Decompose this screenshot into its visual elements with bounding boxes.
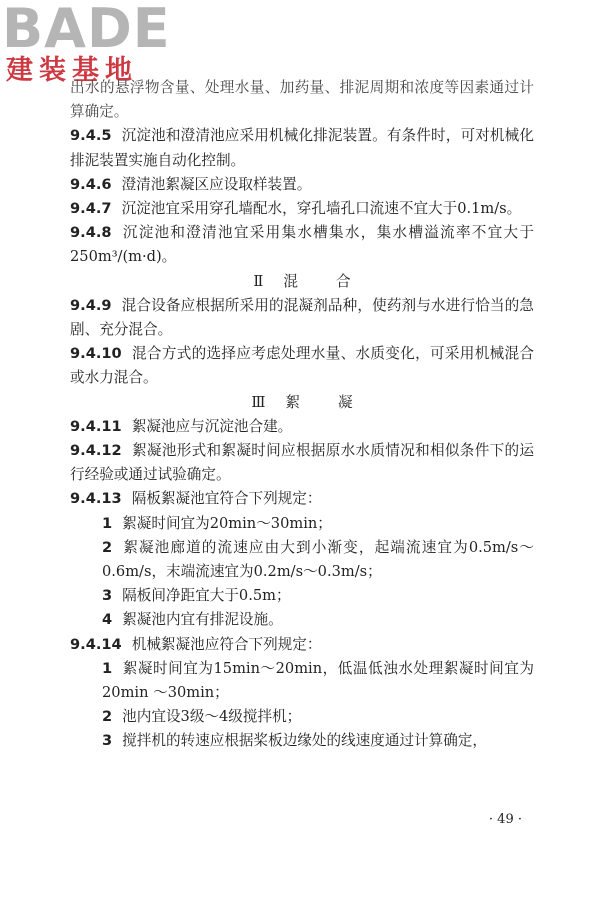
section-roman-numeral: Ⅱ	[253, 272, 264, 290]
sub-item-text: 絮凝池内宜有排泥设施。	[122, 611, 283, 629]
clause	[70, 439, 534, 487]
sub-item	[70, 705, 534, 729]
sub-item-text: 絮凝时间宜为20min～30min；	[122, 514, 332, 532]
clause-text: 沉淀池和澄清池应采用机械化排泥装置。有条件时，可对机械化排泥装置实施自动化控制。	[70, 127, 534, 169]
clause	[70, 221, 534, 269]
clause-number: 9.4.9	[70, 296, 112, 314]
section-title-char: 絮	[285, 393, 301, 411]
clause-text: 混合设备应根据所采用的混凝剂品种，使药剂与水进行恰当的急剧、充分混合。	[70, 296, 534, 339]
clause	[70, 487, 534, 511]
paragraph-continuation	[70, 76, 534, 124]
clause-number: 9.4.5	[70, 127, 112, 145]
sub-item-number: 2	[102, 708, 113, 726]
sub-item-number: 3	[102, 587, 113, 605]
clause-text: 絮凝池应与沉淀池合建。	[131, 417, 293, 435]
section-heading	[70, 270, 534, 294]
clause-text: 沉淀池和澄清池宜采用集水槽集水，集水槽溢流率不宜大于250m³/(m·d)。	[70, 224, 534, 266]
sub-item-text: 絮凝时间宜为15min～20min，低温低浊水处理絮凝时间宜为20min ～30min；	[102, 659, 534, 702]
sub-item	[70, 512, 534, 536]
clause	[70, 633, 534, 657]
clause	[70, 342, 534, 390]
clause	[70, 197, 534, 221]
clause	[70, 173, 534, 197]
clause	[70, 294, 534, 342]
clause-text: 机械絮凝池应符合下列规定：	[131, 635, 322, 653]
clause-text: 澄清池絮凝区应设取样装置。	[121, 175, 312, 193]
clause-number: 9.4.11	[70, 417, 122, 435]
clause-number: 9.4.13	[70, 490, 122, 508]
section-title-char: 凝	[338, 393, 353, 411]
clause-number: 9.4.6	[70, 175, 112, 193]
sub-item-number: 3	[102, 732, 113, 750]
page-number: · 49 ·	[488, 812, 522, 827]
clause	[70, 124, 534, 172]
sub-item-number: 1	[102, 514, 113, 532]
sub-item	[70, 608, 534, 632]
clause-number: 9.4.7	[70, 200, 112, 218]
sub-item	[70, 536, 534, 584]
clause-number: 9.4.14	[70, 635, 122, 653]
logo-subtitle: 建装基地	[6, 55, 138, 86]
document-body	[70, 76, 534, 754]
sub-item	[70, 657, 534, 705]
sub-item-number: 2	[102, 538, 113, 556]
sub-item-text: 搅拌机的转速应根据桨板边缘处的线速度通过计算确定，	[122, 732, 488, 750]
clause-text: 絮凝池形式和絮凝时间应根据原水水质情况和相似条件下的运行经验或通过试验确定。	[70, 442, 534, 484]
clause-text: 隔板絮凝池宜符合下列规定：	[131, 490, 322, 508]
paragraph-text: 出水的悬浮物含量、处理水量、加药量、排泥周期和浓度等因素通过计算确定。	[70, 79, 534, 121]
sub-item	[70, 584, 534, 608]
clause-text: 混合方式的选择应考虑处理水量、水质变化，可采用机械混合或水力混合。	[70, 345, 534, 387]
clause-number: 9.4.10	[70, 345, 122, 363]
sub-item-text: 絮凝池廊道的流速应由大到小渐变，起端流速宜为0.5m/s～0.6m/s，末端流速宜为0.2m/s～0.3m/s；	[102, 538, 534, 581]
section-title-char: 混	[283, 272, 298, 290]
section-roman-numeral: Ⅲ	[251, 393, 266, 411]
sub-item-number: 4	[102, 611, 113, 629]
sub-item	[70, 729, 534, 753]
clause-number: 9.4.12	[70, 442, 122, 460]
logo-wordmark: BADE	[2, 0, 171, 60]
section-title-char: 合	[335, 272, 351, 290]
sub-item-number: 1	[102, 659, 113, 677]
section-heading	[70, 391, 534, 415]
clause-text: 沉淀池宜采用穿孔墙配水，穿孔墙孔口流速不宜大于0.1m/s。	[121, 200, 522, 218]
clause-number: 9.4.8	[70, 224, 112, 242]
sub-item-text: 池内宜设3级～4级搅拌机；	[122, 708, 302, 726]
sub-item-text: 隔板间净距宜大于0.5m；	[122, 587, 291, 605]
clause	[70, 415, 534, 439]
